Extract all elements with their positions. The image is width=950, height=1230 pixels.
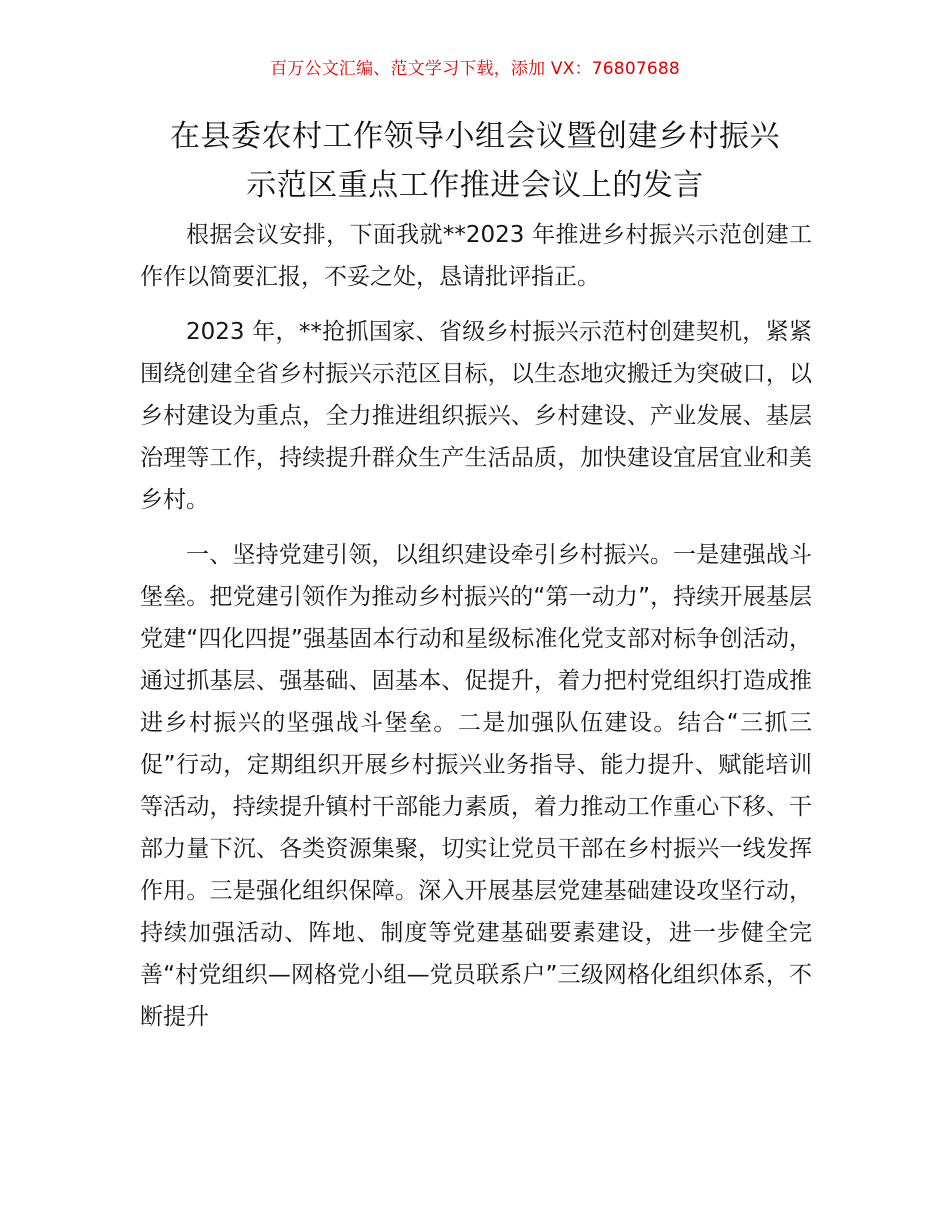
document-body — [140, 214, 812, 1051]
title-line-1: 在县委农村工作领导小组会议暨创建乡村振兴 — [170, 119, 780, 154]
paragraph-section-one: 一、坚持党建引领，以组织建设牵引乡村振兴。一是建强战斗堡垒。把党建引领作为推动乡村振兴的“第一动力”，持续开展基层党建“四化四提”强基固本行动和星级标准化党支部对标争创活动，通过抓基层、强基础、固基本、促提升，着力把村党组织打造成推进乡村振兴的坚强战斗堡垒。二是加强队伍建设。结合“三抓三促”行动，定期组织开展乡村振兴业务指导、能力提升、赋能培训等活动，持续提升镇村干部能力素质，着力推动工作重心下移、干部力量下沉、各类资源集聚，切实让党员干部在乡村振兴一线发挥作用。三是强化组织保障。深入开展基层党建基础建设攻坚行动，持续加强活动、阵地、制度等党建基础要素建设，进一步健全完善“村党组织—网格党小组—党员联系户”三级网格化组织体系，不断提升 — [140, 542, 812, 1030]
document-title — [100, 112, 850, 210]
paragraph-intro: 根据会议安排，下面我就**2023 年推进乡村振兴示范创建工作作以简要汇报，不妥之处，恳请批评指正。 — [140, 222, 812, 290]
watermark-header: 百万公文汇编、范文学习下载，添加 VX：76807688 — [270, 59, 680, 79]
title-line-2: 示范区重点工作推进会议上的发言 — [246, 168, 704, 203]
paragraph-overview: 2023 年，**抢抓国家、省级乡村振兴示范村创建契机，紧紧围绕创建全省乡村振兴示范区目标，以生态地灾搬迁为突破口，以乡村建设为重点，全力推进组织振兴、乡村建设、产业发展、基层治理等工作，持续提升群众生产生活品质，加快建设宜居宜业和美乡村。 — [140, 319, 812, 513]
